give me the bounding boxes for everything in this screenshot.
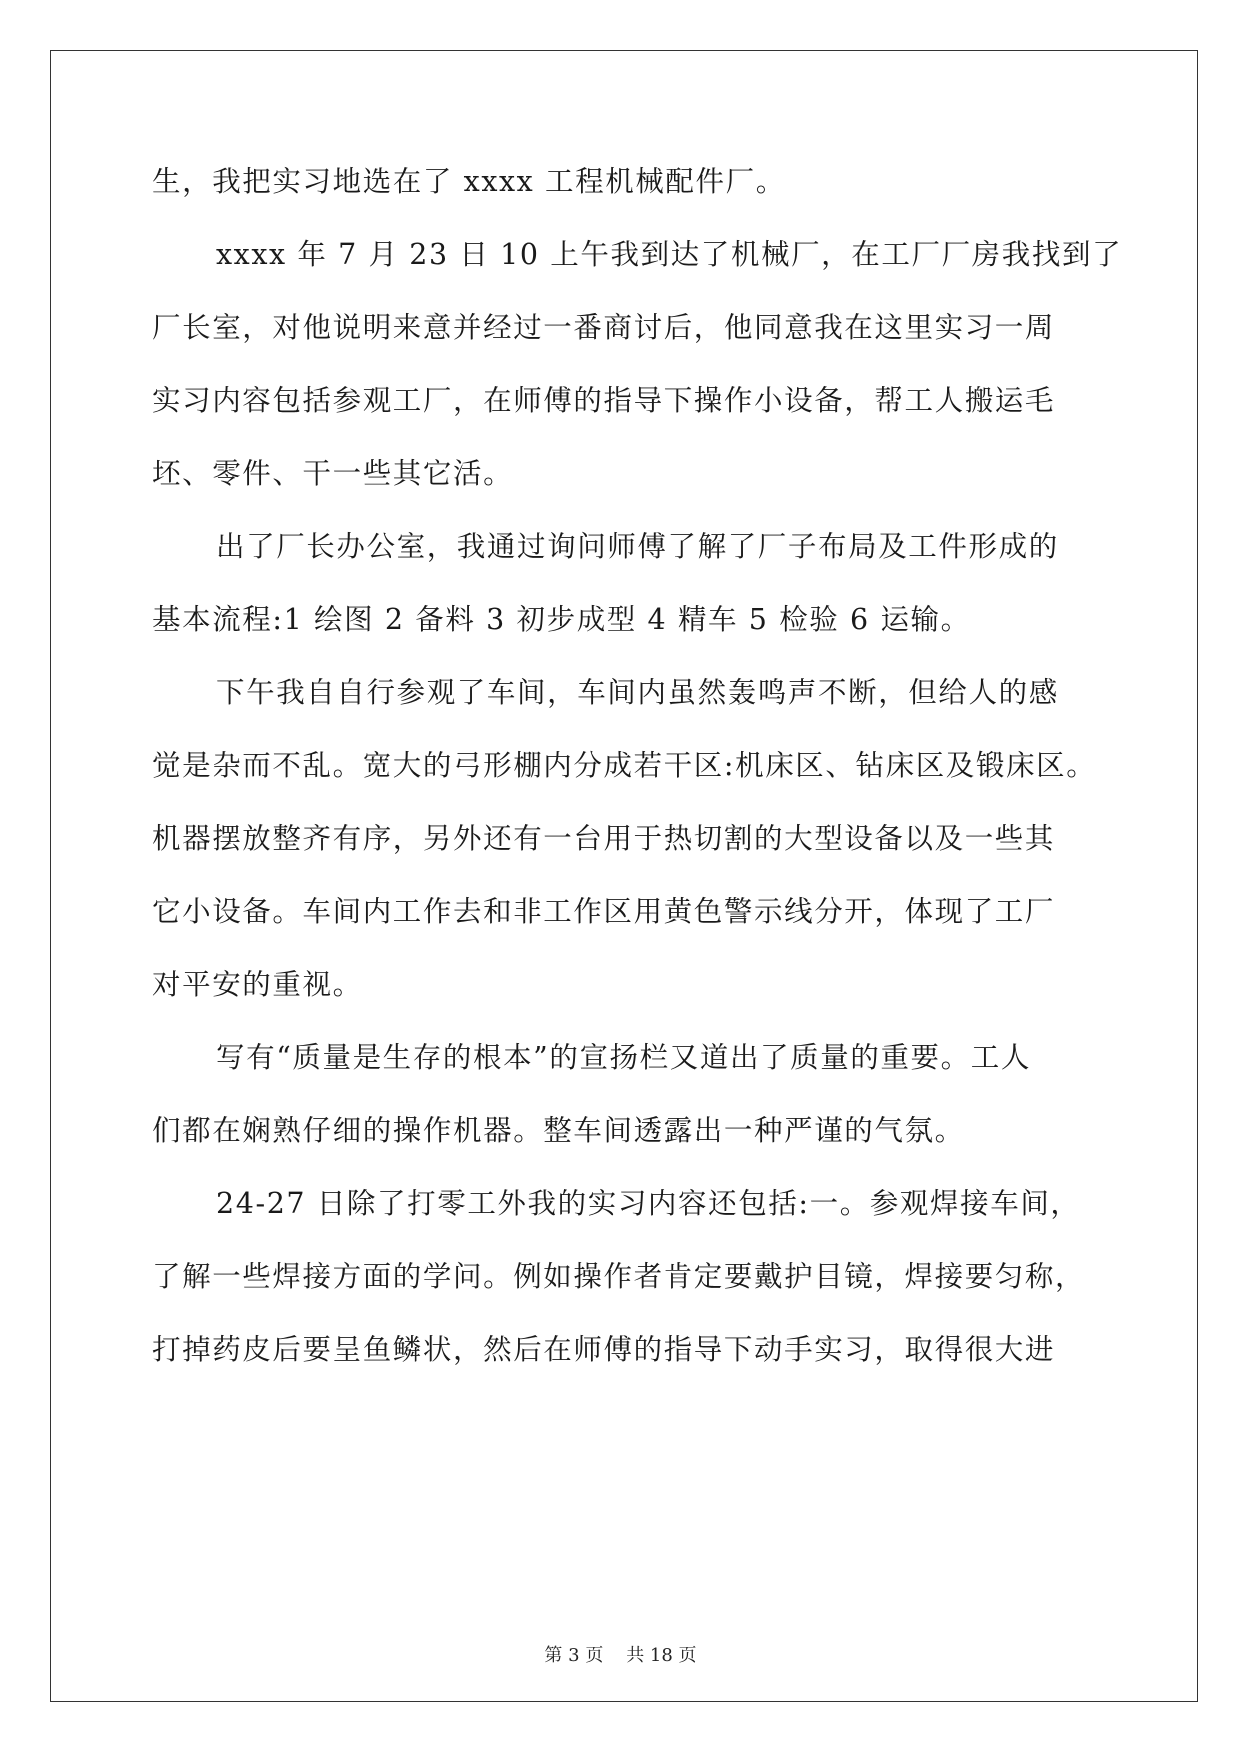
text-line: 厂长室，对他说明来意并经过一番商讨后，他同意我在这里实习一周: [152, 311, 1056, 344]
text-line: xxxx 年 7 月 23 日 10 上午我到达了机械厂，在工厂厂房我找到了: [216, 238, 1123, 271]
text-line: 对平安的重视。: [152, 968, 363, 1001]
text-line: 机器摆放整齐有序，另外还有一台用于热切割的大型设备以及一些其: [152, 822, 1056, 855]
text-line: 们都在娴熟仔细的操作机器。整车间透露出一种严谨的气氛。: [152, 1114, 965, 1147]
text-line: 坯、零件、干一些其它活。: [152, 457, 514, 490]
text-line: 生，我把实习地选在了 xxxx 工程机械配件厂。: [152, 165, 786, 198]
text-line: 觉是杂而不乱。宽大的弓形棚内分成若干区:机床区、钻床区及锻床区。: [152, 749, 1097, 782]
text-line: 写有“质量是生存的根本”的宣扬栏又道出了质量的重要。工人: [216, 1041, 1031, 1074]
document-body: [152, 162, 1123, 1403]
text-line: 下午我自自行参观了车间，车间内虽然轰鸣声不断，但给人的感: [216, 676, 1059, 709]
text-line: 了解一些焊接方面的学问。例如操作者肯定要戴护目镜，焊接要匀称，: [152, 1260, 1086, 1293]
page-number-footer: 第 3 页 共 18 页: [544, 1645, 697, 1666]
text-line: 它小设备。车间内工作去和非工作区用黄色警示线分开，体现了工厂: [152, 895, 1056, 928]
text-line: 打掉药皮后要呈鱼鳞状，然后在师傅的指导下动手实习，取得很大进: [152, 1333, 1056, 1366]
text-line: 实习内容包括参观工厂，在师傅的指导下操作小设备，帮工人搬运毛: [152, 384, 1056, 417]
text-line: 24-27 日除了打零工外我的实习内容还包括:一。参观焊接车间，: [216, 1187, 1081, 1220]
text-line: 出了厂长办公室，我通过询问师傅了解了厂子布局及工件形成的: [216, 530, 1059, 563]
text-line: 基本流程:1 绘图 2 备料 3 初步成型 4 精车 5 检验 6 运输。: [152, 603, 971, 636]
